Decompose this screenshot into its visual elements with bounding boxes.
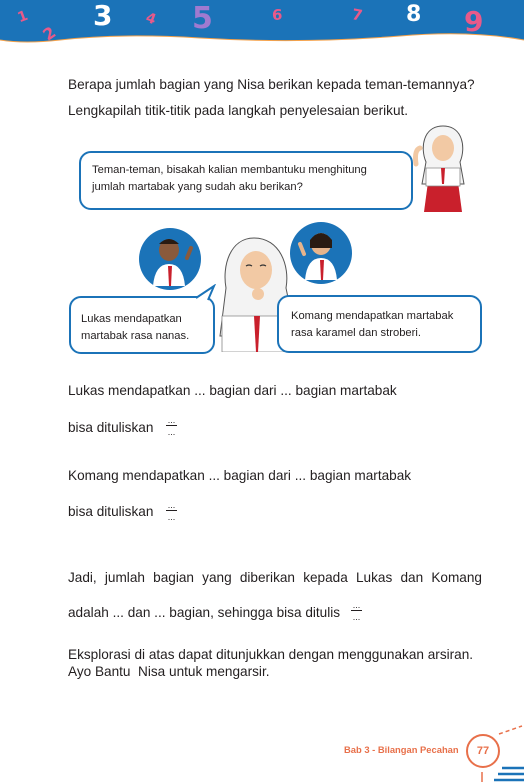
fraction-numerator: ...	[167, 500, 176, 510]
header-number: 2	[39, 22, 60, 45]
bubble-line: martabak rasa nanas.	[81, 330, 190, 342]
komang-write-label: bisa dituliskan	[68, 504, 154, 519]
fraction-bar	[166, 425, 177, 426]
header-band	[0, 0, 524, 52]
bubble-line: Teman-teman, bisakah kalian membantuku menghitung	[92, 164, 367, 176]
question-text: Berapa jumlah bagian yang Nisa berikan kepada teman-temannya?	[68, 77, 475, 92]
header-number: 5	[192, 1, 213, 36]
header-wave	[0, 0, 524, 52]
lukas-write-label: bisa dituliskan	[68, 420, 154, 435]
komang-speech-bubble	[277, 295, 482, 353]
lukas-fraction-blank	[166, 416, 177, 436]
conclusion-line-1	[68, 569, 482, 587]
bubble-line: jumlah martabak yang sudah aku berikan?	[92, 181, 303, 193]
page-number: 77	[466, 734, 500, 768]
bubble-line: rasa karamel dan stroberi.	[291, 327, 421, 339]
exploration-line-1: Eksplorasi di atas dapat ditunjukkan dengan menggunakan arsiran.	[68, 647, 474, 662]
word: Komang	[431, 570, 482, 585]
conclusion-fraction-blank	[351, 601, 362, 621]
word: diberikan	[239, 570, 295, 585]
fraction-bar	[166, 510, 177, 511]
header-number: 8	[406, 2, 422, 27]
lukas-avatar	[139, 228, 201, 290]
chapter-label: Bab 3 - Bilangan Pecahan	[344, 744, 459, 755]
header-number: 1	[15, 7, 31, 27]
nisa-speech-bubble	[79, 151, 413, 210]
komang-fraction-blank	[166, 501, 177, 521]
conclusion-line-2: adalah ... dan ... bagian, sehingga bisa ditulis	[68, 605, 341, 620]
fraction-bar	[351, 610, 362, 611]
word: jumlah	[104, 570, 145, 585]
word: Lukas	[355, 570, 393, 585]
fraction-denominator: ...	[167, 427, 176, 437]
header-number: 7	[350, 5, 365, 25]
nisa-standing-illustration	[408, 124, 478, 214]
header-number: 6	[272, 6, 283, 24]
word: yang	[202, 570, 232, 585]
fraction-denominator: ...	[167, 512, 176, 522]
header-number: 4	[143, 9, 159, 29]
word: kepada	[303, 570, 348, 585]
komang-step-text: Komang mendapatkan ... bagian dari ... bagian martabak	[68, 468, 412, 483]
fraction-numerator: ...	[167, 415, 176, 425]
bubble-line: Komang mendapatkan martabak	[291, 310, 454, 322]
word: Jadi,	[68, 570, 97, 585]
exploration-line-2: Ayo Bantu Nisa untuk mengarsir.	[68, 664, 270, 679]
fraction-denominator: ...	[352, 612, 361, 622]
header-number: 3	[93, 0, 113, 32]
lukas-bubble-tail	[196, 284, 218, 302]
fraction-numerator: ...	[352, 600, 361, 610]
word: dan	[400, 570, 424, 585]
word: bagian	[153, 570, 194, 585]
lukas-speech-bubble	[69, 296, 215, 354]
bubble-line: Lukas mendapatkan	[81, 313, 182, 325]
header-number: 9	[464, 5, 484, 38]
lukas-step-text: Lukas mendapatkan ... bagian dari ... bagian martabak	[68, 383, 397, 398]
instruction-text: Lengkapilah titik-titik pada langkah penyelesaian berikut.	[68, 103, 409, 118]
